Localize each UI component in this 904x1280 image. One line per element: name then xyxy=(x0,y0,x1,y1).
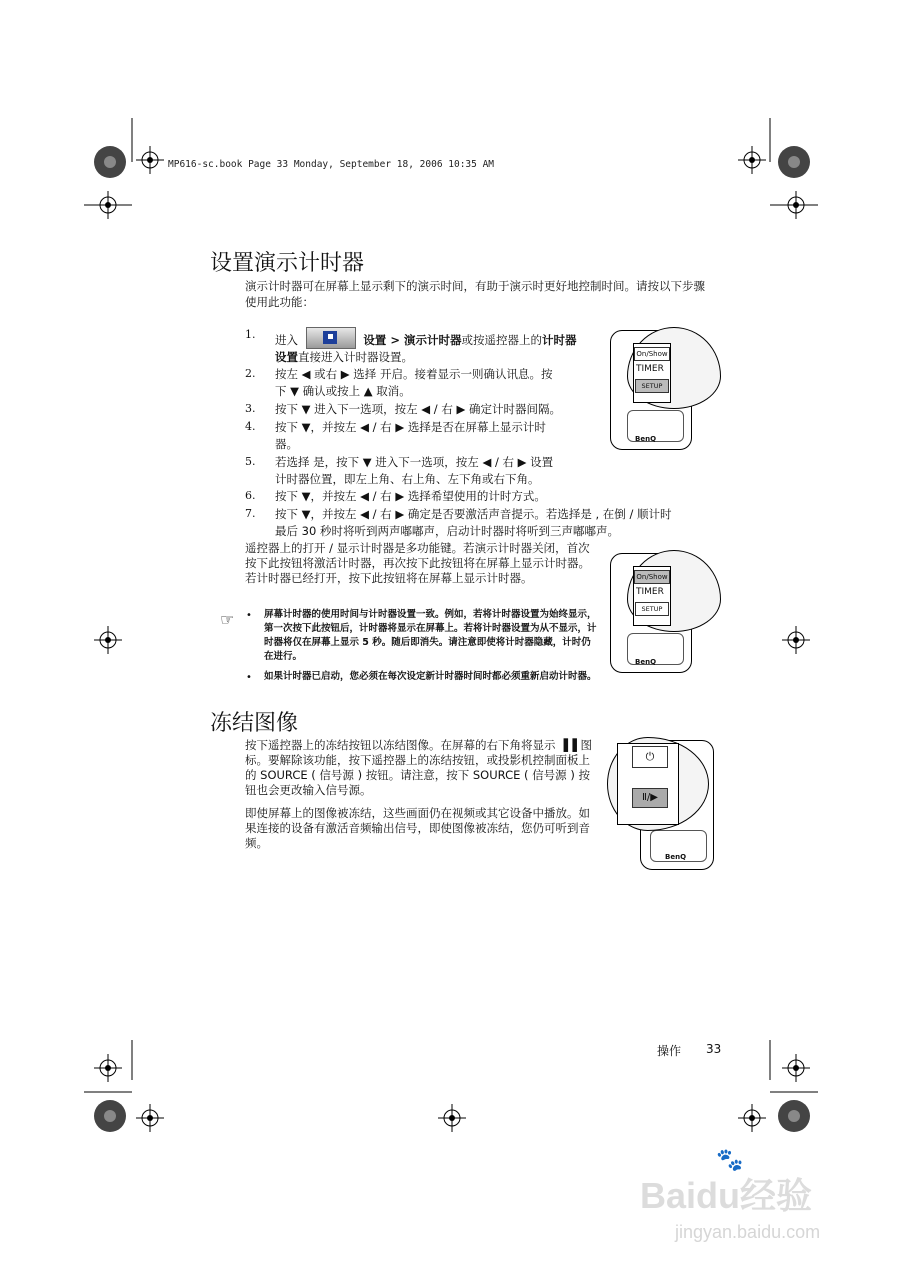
timer-label: TIMER xyxy=(636,364,664,374)
brand-logo: BenQ xyxy=(665,853,687,861)
step-number: 6. xyxy=(245,489,256,502)
step-bold: 设置 xyxy=(275,350,298,364)
remote-illustration-freeze xyxy=(605,735,715,870)
step-text: 按左 ◀ 或右 ▶ 选择 开启。接着显示一则确认讯息。按 xyxy=(275,367,553,381)
step-number: 2. xyxy=(245,367,256,380)
step-text: 计时器位置，即左上角、右上角、左下角或右下角。 xyxy=(275,472,540,486)
step-bold: 计时器 xyxy=(541,333,577,347)
registration-mark-ul xyxy=(94,191,122,219)
timer-intro: 演示计时器可在屏幕上显示剩下的演示时间，有助于演示时更好地控制时间。请按以下步骤使用此功能： xyxy=(245,279,705,309)
paw-icon: 🐾 xyxy=(716,1148,744,1173)
freeze-button: Ⅱ/▶ xyxy=(632,788,668,808)
step-text: 按下 ▼，并按左 ◀ / 右 ▶ 确定是否要激活声音提示。若选择是 , 在倒 / 顺计时 xyxy=(275,507,672,521)
on-show-button: On/Show xyxy=(634,570,670,584)
freeze-para-2: 即使屏幕上的图像被冻结，这些画面仍在视频或其它设备中播放。如果连接的设备有激活音频输出信号，即使图像被冻结，您仍可听到音频。 xyxy=(245,806,590,850)
step-text: 下 ▼ 确认或按上 ▲ 取消。 xyxy=(275,384,411,398)
registration-mark-bc xyxy=(438,1104,466,1132)
step-number: 5. xyxy=(245,455,256,468)
registration-mark-ur xyxy=(782,191,810,219)
step-text: 直接进入计时器设置。 xyxy=(298,350,413,364)
step-bold: 设置 > 演示计时器 xyxy=(363,333,462,347)
page-number: 33 xyxy=(706,1042,722,1056)
timer-multifunction-para: 遥控器上的打开 / 显示计时器是多功能键。若演示计时器关闭，首次按下此按钮将激活计时器，再次按下此按钮将在屏幕上显示计时器。若计时器已经打开，按下此按钮将在屏幕上显示计时器。 xyxy=(245,541,590,585)
section-title-freeze: 冻结图像 xyxy=(210,711,299,736)
watermark-url: jingyan.baidu.com xyxy=(675,1222,821,1242)
step-number: 7. xyxy=(245,507,256,520)
step-text: 若选择 是，按下 ▼ 进入下一选项，按左 ◀ / 右 ▶ 设置 xyxy=(275,455,554,469)
registration-mark-tr xyxy=(738,146,766,174)
bullet: • xyxy=(246,672,252,683)
bullet: • xyxy=(246,610,252,621)
registration-mark-mr xyxy=(782,626,810,654)
note-2: 如果计时器已启动，您必须在每次设定新计时器时间时都必须重新启动计时器。 xyxy=(264,671,597,682)
note-1: 屏幕计时器的使用时间与计时器设置一致。例如，若将计时器设置为始终显示，第一次按下此按钮后，计时器将显示在屏幕上。若将计时器设置为从不显示，计时器将仅在屏幕上显示 5 秒。随后即消失。请注意即使将计时器隐藏，计时仍在进行。 xyxy=(264,609,597,662)
note-hand-icon: ☞ xyxy=(220,610,235,629)
registration-mark-ml xyxy=(94,626,122,654)
brand-logo: BenQ xyxy=(635,435,657,443)
remote-illustration-timer-2 xyxy=(605,548,715,675)
step-text: 最后 30 秒时将听到两声嘟嘟声，启动计时器时将听到三声嘟嘟声。 xyxy=(275,524,619,538)
step-text: 按下 ▼ 进入下一选项，按左 ◀ / 右 ▶ 确定计时器间隔。 xyxy=(275,402,561,416)
footer-section-name: 操作 xyxy=(657,1044,682,1058)
starburst-mark-br xyxy=(778,1100,810,1132)
step-number: 3. xyxy=(245,402,256,415)
setup-button: SETUP xyxy=(635,602,669,616)
starburst-mark-tl xyxy=(94,146,126,178)
freeze-para-1: 按下遥控器上的冻结按钮以冻结图像。在屏幕的右下角将显示 ▐▐ 图标。要解除该功能，按下遥控器上的冻结按钮，或投影机控制面板上的 SOURCE ( 信号源 ) 按钮。请注意，按下 SOURCE ( 信号源 ) 按钮也会更改输入信号源。 xyxy=(245,738,592,797)
step-text: 按下 ▼，并按左 ◀ / 右 ▶ 选择希望使用的计时方式。 xyxy=(275,489,546,503)
brand-logo: BenQ xyxy=(635,658,657,666)
timer-label: TIMER xyxy=(636,587,664,597)
on-show-button: On/Show xyxy=(634,347,670,361)
setup-menu-icon xyxy=(306,327,356,349)
starburst-mark-tr xyxy=(778,146,810,178)
section-title-timer: 设置演示计时器 xyxy=(210,251,365,276)
registration-mark-bl xyxy=(136,1104,164,1132)
step-text: 或按遥控器上的 xyxy=(461,333,542,347)
registration-mark-ll xyxy=(94,1054,122,1082)
step-text: 进入 xyxy=(275,333,298,347)
step-text: 器。 xyxy=(275,437,298,451)
power-button: ⏻ xyxy=(632,746,668,768)
step-number: 1. xyxy=(245,328,256,341)
running-header: MP616-sc.book Page 33 Monday, September 18, 2006 10:35 AM xyxy=(168,159,495,170)
setup-button: SETUP xyxy=(635,379,669,393)
step-text: 按下 ▼，并按左 ◀ / 右 ▶ 选择是否在屏幕上显示计时 xyxy=(275,420,546,434)
step-number: 4. xyxy=(245,420,256,433)
step-2 xyxy=(245,366,605,398)
watermark-brand: Baidu经验 xyxy=(640,1175,813,1216)
registration-mark-tl xyxy=(136,146,164,174)
starburst-mark-bl xyxy=(94,1100,126,1132)
remote-illustration-timer-1 xyxy=(605,325,715,450)
registration-mark-br xyxy=(738,1104,766,1132)
registration-mark-lr xyxy=(782,1054,810,1082)
